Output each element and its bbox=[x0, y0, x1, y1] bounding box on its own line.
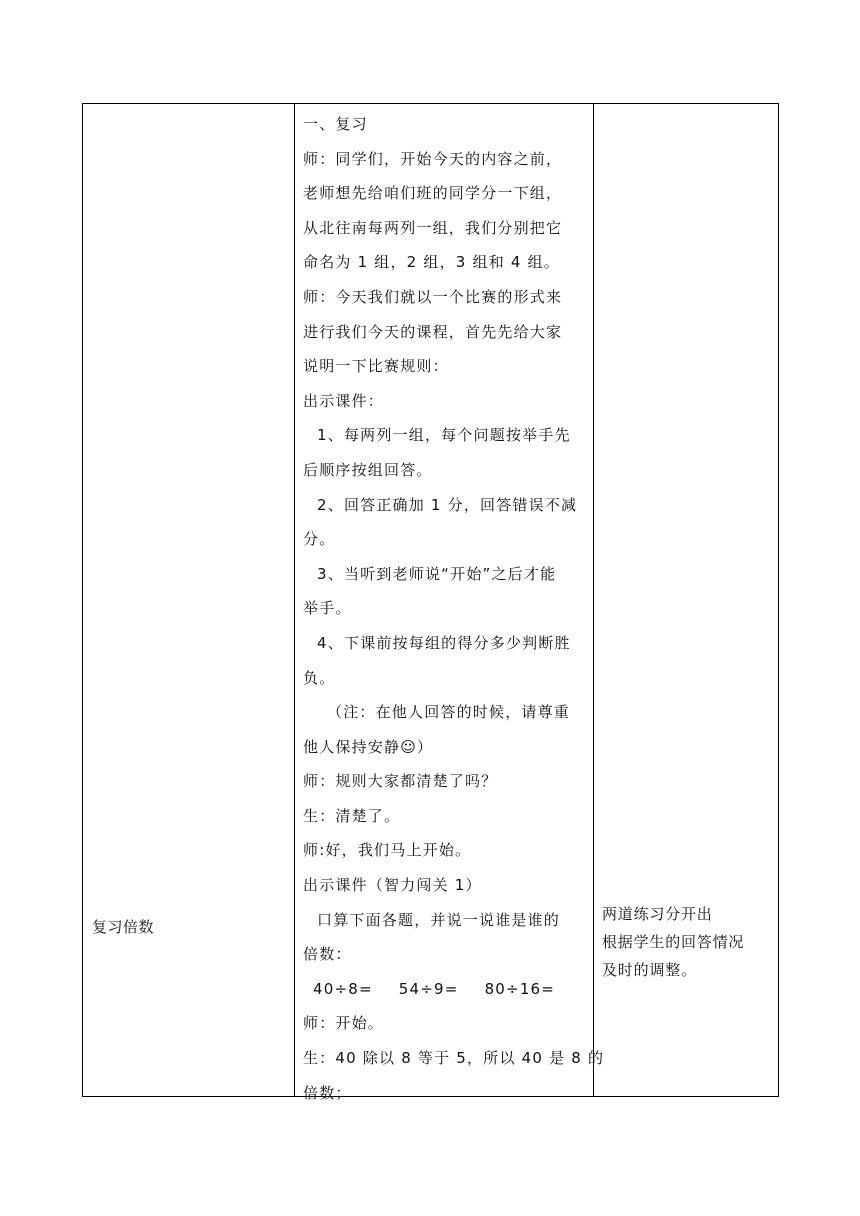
procedure-line: 命名为 1 组，2 组，3 组和 4 组。 bbox=[303, 253, 560, 272]
rule-line: 4、下课前按每组的得分多少判断胜 bbox=[317, 633, 571, 652]
calc-row bbox=[303, 978, 587, 1013]
notes-cell bbox=[593, 104, 780, 1096]
calc-item: 40÷8= bbox=[313, 979, 373, 998]
lesson-plan-table bbox=[82, 103, 779, 1102]
procedure-line: 从北往南每两列一组，我们分别把它 bbox=[303, 218, 563, 237]
procedure-line: 出示课件（智力闯关 1） bbox=[303, 876, 482, 895]
note-line: 根据学生的回答情况 bbox=[602, 933, 745, 951]
exercise-line: 口算下面各题，并说一说谁是谁的 bbox=[317, 910, 561, 929]
rule-line: 举手。 bbox=[303, 599, 352, 618]
procedure-line: 师：同学们，开始今天的内容之前， bbox=[303, 149, 563, 168]
rule-line: 2、回答正确加 1 分，回答错误不减 bbox=[317, 495, 578, 514]
procedure-line: 师:好，我们马上开始。 bbox=[303, 841, 472, 860]
rule-line: 后顺序按组回答。 bbox=[303, 460, 433, 479]
topic-cell bbox=[83, 104, 294, 1096]
procedure-cell bbox=[294, 104, 605, 1102]
procedure-line: 进行我们今天的课程，首先先给大家 bbox=[303, 322, 563, 341]
procedure-line: 一、复习 bbox=[303, 115, 368, 133]
procedure-text bbox=[303, 113, 605, 1116]
procedure-line: 老师想先给咱们班的同学分一下组， bbox=[303, 184, 563, 203]
procedure-line: 说明一下比赛规则： bbox=[303, 357, 449, 376]
calc-item: 80÷16= bbox=[484, 979, 556, 998]
procedure-line: 生：清楚了。 bbox=[303, 806, 401, 825]
calc-item: 54÷9= bbox=[398, 979, 459, 998]
procedure-line: 倍数； bbox=[303, 1083, 352, 1102]
note-line: （注：在他人回答的时候，请尊重 bbox=[327, 703, 571, 722]
procedure-line: 师：今天我们就以一个比赛的形式来 bbox=[303, 287, 563, 306]
rule-line: 负。 bbox=[303, 668, 336, 687]
exercise-line: 倍数： bbox=[303, 945, 352, 964]
topic-label: 复习倍数 bbox=[92, 918, 155, 936]
note-line: 他人保持安静☺） bbox=[303, 737, 434, 756]
design-notes bbox=[602, 900, 744, 984]
procedure-line: 师：开始。 bbox=[303, 1014, 385, 1033]
procedure-line: 师：规则大家都清楚了吗？ bbox=[303, 772, 498, 791]
procedure-line: 出示课件： bbox=[303, 391, 385, 410]
rule-line: 3、当听到老师说“开始”之后才能 bbox=[317, 564, 557, 583]
procedure-line: 生：40 除以 8 等于 5，所以 40 是 8 的 bbox=[303, 1049, 605, 1068]
rule-line: 分。 bbox=[303, 530, 336, 549]
rule-line: 1、每两列一组，每个问题按举手先 bbox=[317, 426, 571, 445]
note-line: 及时的调整。 bbox=[602, 961, 697, 979]
note-line: 两道练习分开出 bbox=[602, 905, 713, 923]
